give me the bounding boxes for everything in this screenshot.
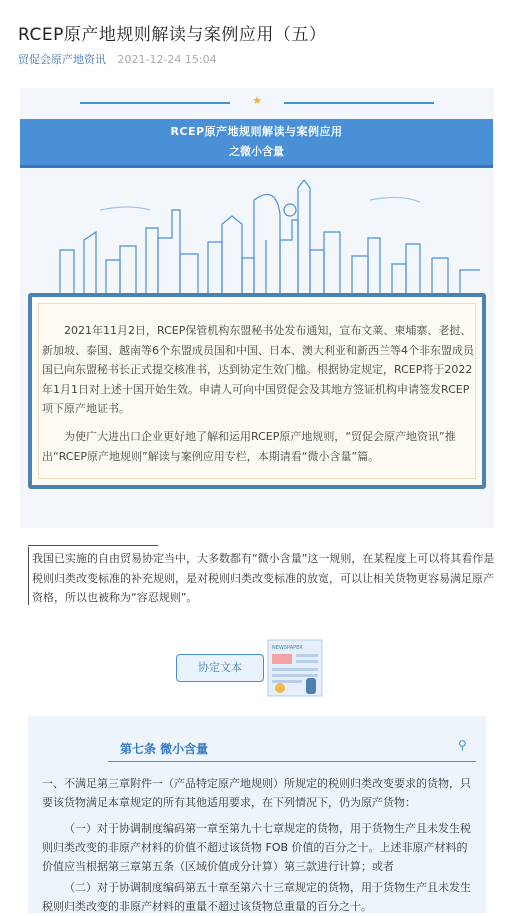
article-title: RCEP原产地规则解读与案例应用（五） [18,25,327,45]
banner-line-1: RCEP原产地规则解读与案例应用 [170,125,343,138]
article-meta [18,51,217,67]
article-paragraph-1: 一、不满足第三章附件一（产品特定原产地规则）所规定的税则归类改变要求的货物，只要该货物满足本章规定的所有其他适用要求，在下列情况下，仍为原产货物： [42,777,471,809]
star-icon: ★ [252,94,262,107]
newspaper-label: NEWSPAPER [272,645,303,651]
banner-line-2: 之微小含量 [229,145,284,158]
city-skyline-illustration [40,180,480,300]
article-heading: 第七条 微小含量 [120,742,209,756]
intro-text-box [28,293,486,489]
callout-block [28,545,496,608]
article-paragraph-3: （二）对于协调制度编码第五十章至第六十三章规定的货物，用于货物生产且未发生税则归类改变的非原产材料的重量不超过该货物总重量的百分之十。 [42,881,471,913]
intro-paragraph-2: 为使广大进出口企业更好地了解和运用RCEP原产地规则，“贸促会原产地资讯”推出“RCEP原产地规则”解读与案例应用专栏，本期请看“微小含量”篇。 [42,430,456,463]
article-paragraph-2: （一）对于协调制度编码第一章至第九十七章规定的货物，用于货物生产且未发生税则归类改变的非原产材料的价值不超过该货物 FOB 价值的百分之十。上述非原产材料的价值应当根据第三章第五条（区域价值成分计算）第三款进行计算；或者 [42,822,471,873]
agreement-text-tag: 协定文本 [176,654,264,682]
publish-time: 2021-12-24 15:04 [117,53,217,66]
callout-text: 我国已实施的自由贸易协定当中，大多数都有“微小含量”这一规则，在某程度上可以将其看作是税则归类改变标准的补充规则，是对税则归类改变标准的放宽，可以让相关货物更容易满足原产资格，所以也被称为“容忍规则”。 [32,552,495,604]
article-excerpt [28,716,486,913]
intro-paragraph-1: 2021年11月2日，RCEP保管机构东盟秘书处发布通知，宣布文莱、柬埔寨、老挝、新加坡、泰国、越南等6个东盟成员国和中国、日本、澳大利亚和新西兰等4个非东盟成员国已向东盟秘书长正式提交核准书，达到协定生效门槛。根据协定规定，RCEP将于2022年1月1日对上述十国开始生效。申请人可向中国贸促会及其地方签证机构申请签发RCEP项下原产地证书。 [42,324,474,415]
topic-banner [20,119,493,168]
magnifier-icon: ⚲ [458,738,467,752]
heading-underline [108,761,476,762]
source-link[interactable]: 贸促会原产地资讯 [18,53,106,66]
newspaper-icon [266,636,326,698]
top-decoration [80,94,434,107]
agreement-section-header [170,632,330,702]
